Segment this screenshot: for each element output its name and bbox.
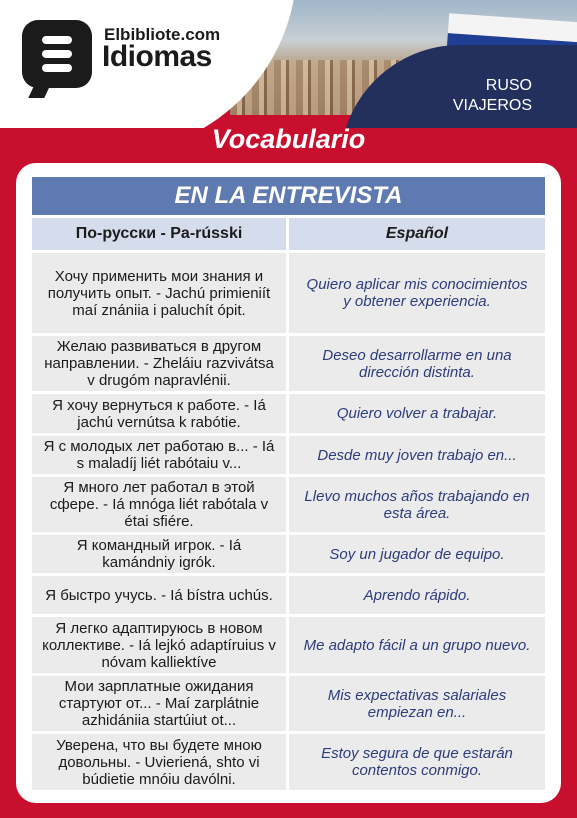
language-tag (453, 76, 532, 116)
russian-phrase: Я с молодых лет работаю в... - Iá s maladíj liét rabótaiu v... (32, 436, 286, 474)
table-row (32, 336, 545, 391)
russian-phrase: Я много лет работал в этой сфере. - Iá mnóga liét rabótala v étai sfiére. (32, 477, 286, 532)
russian-phrase: Мои зарплатные ожидания стартуют от... - Maí zarplátnie azhidániia startúiut ot... (32, 676, 286, 731)
table-row (32, 535, 545, 573)
spanish-phrase: Me adapto fácil a un grupo nuevo. (289, 617, 545, 673)
brand-name: Idiomas (102, 40, 212, 73)
table-row (32, 676, 545, 731)
table-row (32, 734, 545, 790)
russian-phrase: Хочу применить мои знания и получить опыт. - Jachú primieniít maí znániia i paluchít ópit. (32, 253, 286, 333)
header (0, 0, 577, 128)
page-title: Vocabulario (211, 124, 366, 154)
russian-phrase: Я легко адаптируюсь в новом коллективе. - Iá lejkó adaptíruius v nóvam kalliektíve (32, 617, 286, 673)
table-row (32, 617, 545, 673)
spanish-phrase: Deseo desarrollarme en una dirección distinta. (289, 336, 545, 391)
logo-icon (22, 20, 92, 88)
table-row (32, 477, 545, 532)
table-row (32, 436, 545, 474)
russian-phrase: Уверена, что вы будете мною довольны. - Uvieriená, shto vi búdietie mnóiu davólni. (32, 734, 286, 790)
table-row (32, 576, 545, 614)
spanish-phrase: Desde muy joven trabajo en... (289, 436, 545, 474)
vocabulary-rows (32, 253, 545, 793)
spanish-phrase: Quiero aplicar mis conocimientos y obtener experiencia. (289, 253, 545, 333)
russian-phrase: Я хочу вернуться к работе. - Iá jachú vernútsa k rabótie. (32, 394, 286, 433)
russian-phrase: Я быстро учусь. - Iá bístra uchús. (32, 576, 286, 614)
spanish-phrase: Quiero volver a trabajar. (289, 394, 545, 433)
language-label: RUSO (485, 77, 532, 94)
brand-site: Elbibliote.com (104, 25, 221, 44)
column-header-russian: По-русски - Pa-rússki (32, 218, 286, 250)
russian-phrase: Желаю развиваться в другом направлении. - Zheláiu razvivátsa v drugóm napravlénii. (32, 336, 286, 391)
table-heading: EN LA ENTREVISTA (32, 177, 545, 215)
table-row (32, 394, 545, 433)
table-row (32, 253, 545, 333)
vocabulary-card (16, 163, 561, 803)
column-header-spanish: Español (289, 218, 545, 250)
russian-phrase: Я командный игрок. - Iá kamándniy igrók. (32, 535, 286, 573)
spanish-phrase: Aprendo rápido. (289, 576, 545, 614)
spanish-phrase: Estoy segura de que estarán contentos conmigo. (289, 734, 545, 790)
spanish-phrase: Llevo muchos años trabajando en esta área. (289, 477, 545, 532)
spanish-phrase: Mis expectativas salariales empiezan en... (289, 676, 545, 731)
section-label: VIAJEROS (452, 97, 532, 114)
spanish-phrase: Soy un jugador de equipo. (289, 535, 545, 573)
